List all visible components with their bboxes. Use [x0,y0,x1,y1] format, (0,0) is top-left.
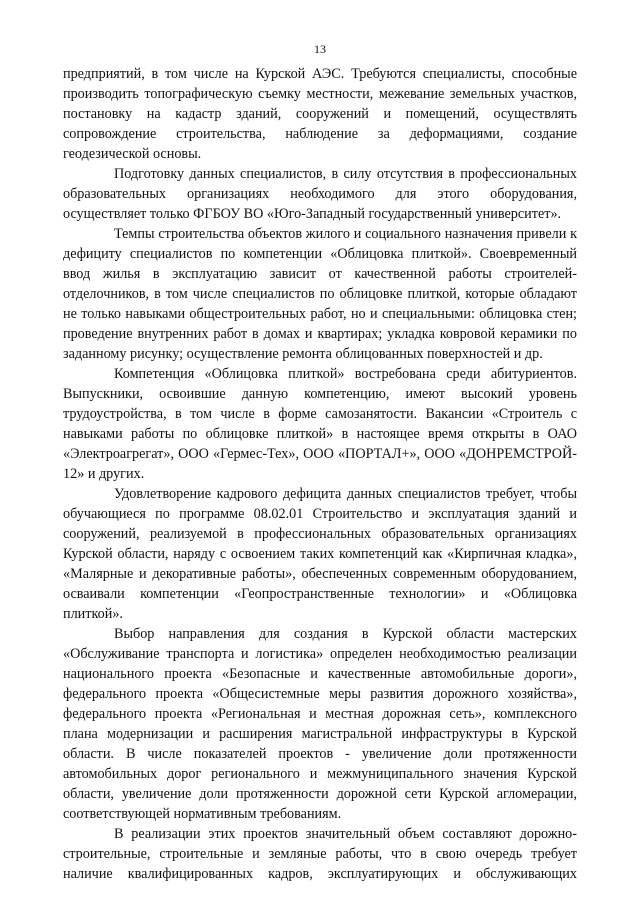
text-line: плиткой». [63,606,123,622]
text-line: постановку на кадастр зданий, сооружений и помещений, осуществлять [63,106,577,122]
text-line: автомобильных дорог регионального и межмуниципального значения Курской [63,766,577,782]
text-line: «Электроагрегат», ООО «Гермес-Тех», ООО «ПОРТАЛ+», ООО «ДОНРЕМСТРОЙ- [63,446,577,462]
text-line: строительные, строительные и земляные работы, что в свою очередь требует [63,846,577,862]
text-line: осваивали компетенции «Геопространственные технологии» и «Облицовка [63,586,577,602]
text-line: трудоустройства, в том числе в форме самозанятости. Вакансии «Строитель с [63,406,577,422]
text-line: федерального проекта «Региональная и местная дорожная сеть», комплексного [63,706,577,722]
document-body [63,64,577,884]
paragraph [63,824,577,884]
text-line: «Обслуживание транспорта и логистика» определен необходимостью реализации [63,646,577,662]
text-line: Темпы строительства объектов жилого и социального назначения привели к [114,226,577,242]
paragraph [63,224,577,364]
text-line: не только навыками общестроительных работ, но и специальными: облицовка стен; [63,306,577,322]
text-line: национального проекта «Безопасные и качественные автомобильные дороги», [63,666,577,682]
text-line: образовательных организациях необходимого для этого оборудования, [63,186,577,202]
text-line: Курской области, наряду с освоением таких компетенций как «Кирпичная кладка», [63,546,577,562]
text-line: осуществляет только ФГБОУ ВО «Юго-Западный государственный университет». [63,206,562,222]
text-line: Удовлетворение кадрового дефицита данных специалистов требует, чтобы [114,486,577,502]
text-line: геодезической основы. [63,146,202,162]
text-line: дефициту специалистов по компетенции «Облицовка плиткой». Своевременный [63,246,577,262]
paragraph [63,164,577,224]
text-line: навыками работы по облицовке плиткой» в настоящее время открыты в ОАО [63,426,577,442]
text-line: соответствующей нормативным требованиям. [63,806,342,822]
text-line: области, увеличение доли протяженности дорожной сети Курской агломерации, [63,786,577,802]
text-line: производить топографическую съемку местности, межевание земельных участков, [63,86,577,102]
paragraph [63,64,577,164]
text-line: Подготовку данных специалистов, в силу отсутствия в профессиональных [114,166,577,182]
text-line: Выбор направления для создания в Курской области мастерских [114,626,577,642]
text-line: В реализации этих проектов значительный объем составляют дорожно- [114,826,577,842]
text-line: проведение внутренних работ в домах и квартирах; укладка ковровой керамики по [63,326,577,342]
text-line: отделочников, в том числе специалистов по облицовке плиткой, которые обладают [63,286,577,302]
text-line: сооружений, реализуемой в профессиональных образовательных организациях [63,526,577,542]
text-line: области. В числе показателей проектов - увеличение доли протяженности [63,746,577,762]
text-line: предприятий, в том числе на Курской АЭС. Требуются специалисты, способные [63,66,577,82]
text-line: «Малярные и декоративные работы», обеспеченных современным оборудованием, [63,566,577,582]
paragraph [63,484,577,624]
text-line: обучающиеся по программе 08.02.01 Строительство и эксплуатация зданий и [63,506,577,522]
paragraph [63,364,577,484]
text-line: сопровождение строительства, наблюдение за деформациями, создание [63,126,577,142]
text-line: ввод жилья в эксплуатацию зависит от качественной работы строителей- [63,266,577,282]
text-line: плана модернизации и расширения магистральной инфраструктуры в Курской [63,726,577,742]
text-line: наличие квалифицированных кадров, эксплуатирующих и обслуживающих [63,866,577,882]
paragraph [63,624,577,824]
page-number: 13 [314,42,326,56]
text-line: федерального проекта «Общесистемные меры развития дорожного хозяйства», [63,686,577,702]
text-line: Выпускники, освоившие данную компетенцию, имеют высокий уровень [63,386,577,402]
text-line: 12» и других. [63,466,145,482]
text-line: заданному рисунку; осуществление ремонта облицованных поверхностей и др. [63,346,543,362]
text-line: Компетенция «Облицовка плиткой» востребована среди абитуриентов. [114,366,577,382]
